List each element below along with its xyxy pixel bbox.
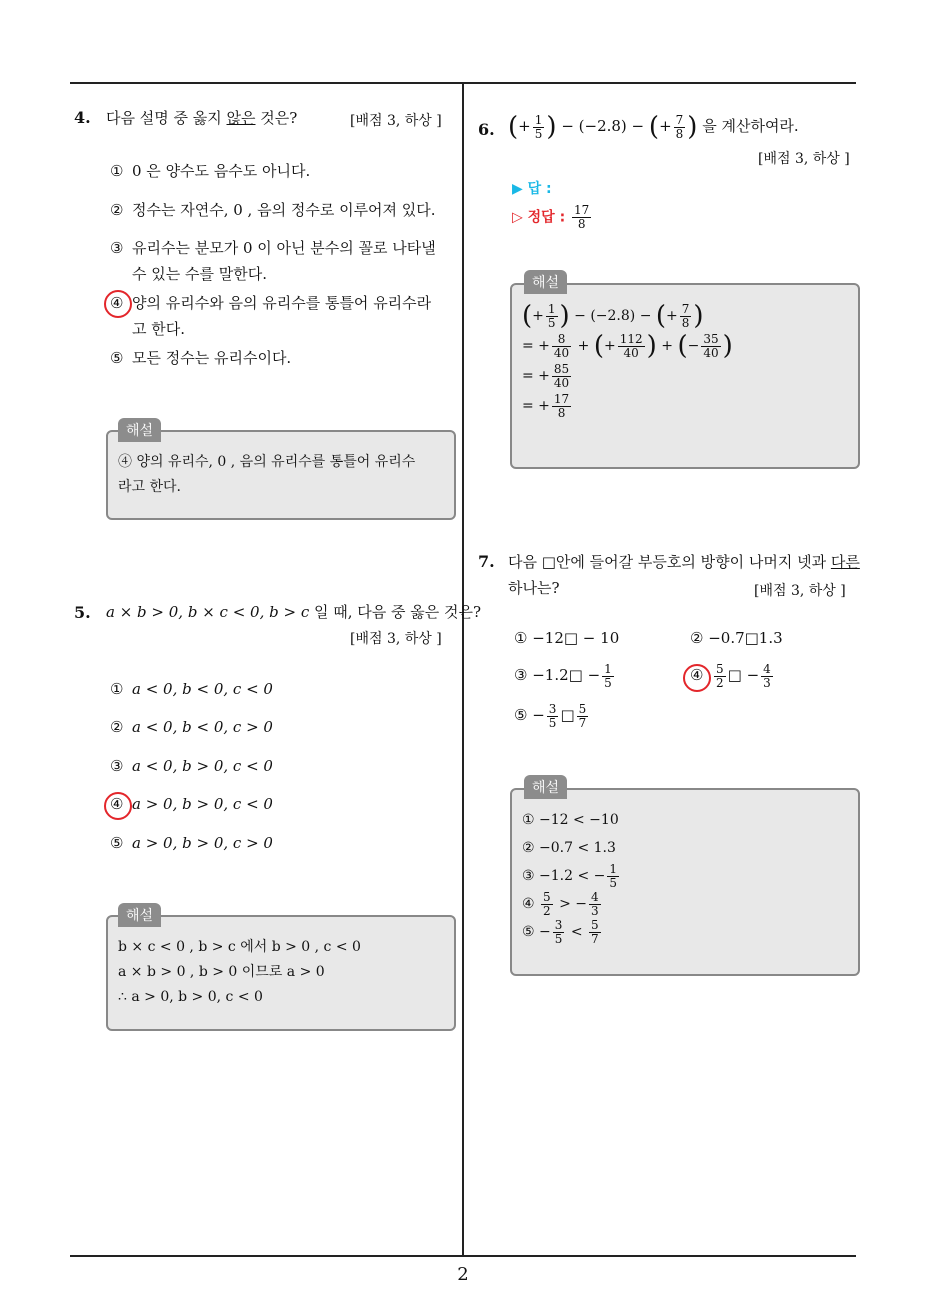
q5-solution-line-2: a × b > 0 , b > 0 이므로 a > 0 (118, 964, 325, 980)
q4-text (106, 104, 297, 132)
q5-correct-circle (104, 792, 132, 820)
q7-text-line-2: 하나는? (508, 579, 560, 597)
q5-solution-tag: 해설 (118, 903, 161, 927)
q4-option-2-text: 정수는 자연수, 0 , 음의 정수로 이루어져 있다. (132, 201, 436, 219)
q5-text-body: 일 때, 다음 중 옳은 것은? (314, 603, 482, 621)
q7-solution-line-2: ② −0.7 < 1.3 (522, 840, 616, 856)
q6-correct-answer (512, 204, 593, 231)
q7-number: 7. (478, 552, 495, 571)
q6-solution-tag: 해설 (524, 270, 567, 294)
q4-number: 4. (74, 108, 91, 127)
q5-solution-text (118, 935, 361, 1010)
q4-text-underline: 않은 (226, 109, 256, 127)
q7-score: [배점 3, 하상 ] (754, 583, 846, 599)
q4-option-3[interactable] (110, 235, 436, 261)
q6-solution-text (522, 301, 733, 421)
q5-solution-line-3: ∴ a > 0, b > 0, c < 0 (118, 989, 263, 1005)
q6-solution-box (510, 283, 860, 469)
q6-expr-frac-2: $\frac{7}{8}$ (675, 112, 684, 141)
q5-option-2-mark: ② (110, 718, 124, 736)
q7-solution-box (510, 788, 860, 976)
q5-option-3-text: a < 0, b > 0, c < 0 (132, 757, 273, 775)
q6-solution-line-3: = + $\frac{85}{40}$ (522, 361, 570, 390)
q4-option-5-text: 모든 정수는 유리수이다. (132, 349, 292, 367)
q7-text-pre: 다음 □안에 들어갈 부등호의 방향이 나머지 넷과 (508, 553, 831, 571)
q5-option-2[interactable] (110, 714, 273, 740)
q5-option-2-text: a < 0, b < 0, c > 0 (132, 718, 273, 736)
q6-expression: (+ $\frac{1}{5}$ ) − (−2.8) − (+ $\frac{7}{8}$ ) 을 계산하여라. (508, 112, 799, 142)
q7-text (508, 548, 860, 576)
q4-option-2[interactable] (110, 197, 436, 223)
q6-expr-mid: − (−2.8) − (561, 117, 645, 135)
q4-score: [배점 3, 하상 ] (350, 113, 442, 129)
q5-score: [배점 3, 하상 ] (350, 631, 442, 647)
q4-text-pre: 다음 설명 중 옳지 (106, 109, 227, 127)
q7-option-5[interactable]: ⑤ − $\frac{3}{5}$ □ $\frac{5}{7}$ (514, 701, 587, 730)
q7-option-1[interactable]: ① −12□ − 10 (514, 629, 620, 647)
q4-text-post: 것은? (255, 109, 298, 127)
bottom-rule (70, 1255, 856, 1257)
q7-solution-line-1: ① −12 < −10 (522, 812, 619, 828)
q5-solution-box (106, 915, 456, 1031)
q4-option-5-mark: ⑤ (110, 349, 124, 367)
q4-option-4-mark: ④ (110, 294, 124, 312)
q5-option-4[interactable] (110, 791, 273, 817)
q7-solution-text (522, 806, 621, 946)
q4-solution-line-1: ④ 양의 유리수, 0 , 음의 유리수를 통틀어 유리수 (118, 454, 416, 470)
q4-option-4-cont: 고 한다. (132, 320, 186, 338)
q7-option-3[interactable]: ③ −1.2□ − $\frac{1}{5}$ (514, 661, 612, 690)
q4-solution-box (106, 430, 456, 520)
q5-option-1[interactable] (110, 676, 273, 702)
q5-option-1-text: a < 0, b < 0, c < 0 (132, 680, 273, 698)
q5-text (106, 598, 481, 626)
q4-option-4[interactable] (110, 290, 431, 316)
q7-solution-line-5: ⑤ − $\frac{3}{5}$ < $\frac{5}{7}$ (522, 917, 599, 946)
q6-expr-sign-1: + (518, 117, 531, 135)
q6-expr-sign-2: + (659, 117, 672, 135)
q4-solution-tag: 해설 (118, 418, 161, 442)
q5-option-1-mark: ① (110, 680, 124, 698)
q4-option-1[interactable] (110, 158, 310, 184)
q5-condition: a × b > 0, b × c < 0, b > c (106, 603, 310, 621)
q6-correct-label: ▷ 정답 : (512, 209, 566, 226)
q7-option-4[interactable]: ④ $\frac{5}{2}$ □ − $\frac{4}{3}$ (690, 661, 771, 690)
q5-option-4-text: a > 0, b > 0, c < 0 (132, 795, 273, 813)
q4-option-5[interactable] (110, 345, 291, 371)
q6-answer-label: ▶ 답 : (512, 181, 552, 197)
q7-option-2[interactable]: ② −0.7□1.3 (690, 629, 783, 647)
q5-solution-line-1: b × c < 0 , b > c 에서 b > 0 , c < 0 (118, 939, 361, 955)
q6-correct-frac: $\frac{17}{8}$ (574, 203, 590, 231)
q4-option-3-cont: 수 있는 수를 말한다. (132, 265, 267, 283)
q4-solution-line-2: 라고 한다. (118, 479, 181, 495)
q5-option-3-mark: ③ (110, 757, 124, 775)
q6-text-post: 을 계산하여라. (702, 117, 799, 135)
q4-option-4-text: 양의 유리수와 음의 유리수를 통틀어 유리수라 (132, 294, 432, 312)
q4-option-2-mark: ② (110, 201, 124, 219)
q7-solution-tag: 해설 (524, 775, 567, 799)
q4-option-3-mark: ③ (110, 239, 124, 257)
q6-solution-line-2: = + $\frac{8}{40}$ + (+ $\frac{112}{40}$ ) + (− $\frac{35}{40}$ ) (522, 331, 733, 361)
q5-option-5-mark: ⑤ (110, 834, 124, 852)
column-divider (462, 82, 464, 1257)
q6-number: 6. (478, 120, 495, 139)
q4-option-1-text: 0 은 양수도 음수도 아니다. (132, 162, 311, 180)
q5-number: 5. (74, 603, 91, 622)
page-number: 2 (457, 1264, 469, 1285)
q7-correct-circle (683, 664, 711, 692)
q7-text-underline: 다른 (830, 553, 860, 571)
q6-solution-line-1: (+ $\frac{1}{5}$ ) − (−2.8) − (+ $\frac{7}{8}$ ) (522, 301, 704, 331)
q4-solution-text (118, 450, 415, 500)
q5-option-3[interactable] (110, 753, 273, 779)
q6-solution-line-4: = + $\frac{17}{8}$ (522, 391, 570, 420)
q5-option-5-text: a > 0, b > 0, c > 0 (132, 834, 273, 852)
q7-solution-line-3: ③ −1.2 < − $\frac{1}{5}$ (522, 861, 617, 890)
q7-solution-line-4: ④ $\frac{5}{2}$ > − $\frac{4}{3}$ (522, 889, 599, 918)
q5-option-4-mark: ④ (110, 795, 124, 813)
q4-option-3-text: 유리수는 분모가 0 이 아닌 분수의 꼴로 나타낼 (132, 239, 436, 257)
q5-option-5[interactable] (110, 830, 273, 856)
q6-expr-frac-1: $\frac{1}{5}$ (534, 112, 543, 141)
q6-score: [배점 3, 하상 ] (758, 151, 850, 167)
q4-correct-circle (104, 290, 132, 318)
q4-option-1-mark: ① (110, 162, 124, 180)
